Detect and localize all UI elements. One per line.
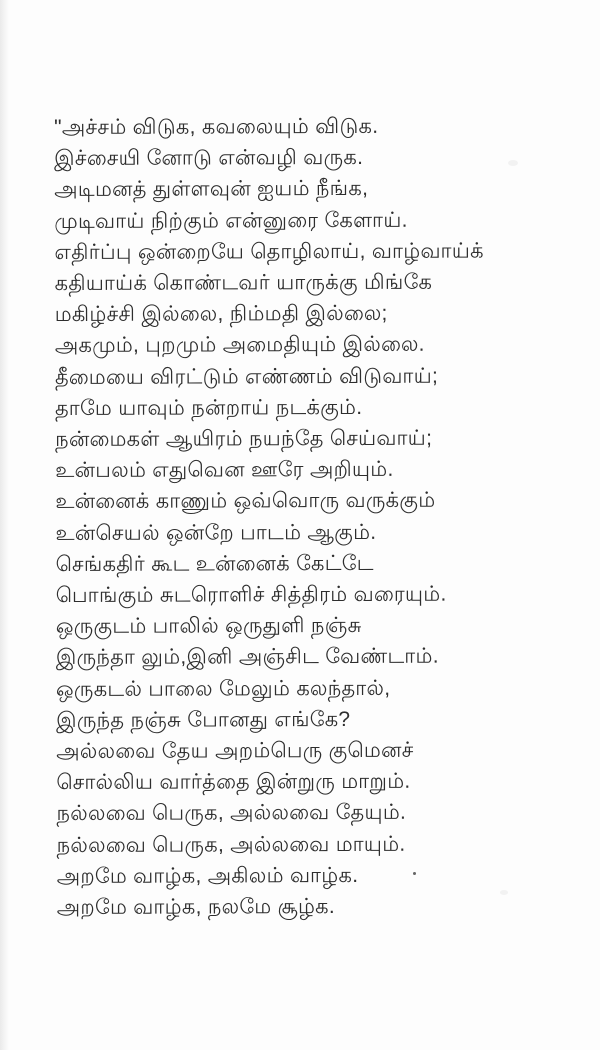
poem-line: தீமையை விரட்டும் எண்ணம் விடுவாய்; [54,364,439,389]
page-edge-shadow [0,0,9,1050]
poem-line: ஒருகடல் பாலை மேலும் கலந்தால், [55,676,391,701]
poem-line: நல்லவை பெருக, அல்லவை மாயும். [56,832,406,857]
poem-line: கதியாய்க் கொண்டவர் யாருக்கு மிங்கே [54,270,433,296]
poem-line: "அச்சம் விடுக, கவலையும் விடுக. [54,114,379,139]
poem-line: அடிமனத் துள்ளவுன் ஐயம் நீங்க, [54,177,369,202]
poem-line: உன்செயல் ஒன்றே பாடம் ஆகும். [55,520,377,545]
poem-text-block [54,110,573,923]
poem-line: மகிழ்ச்சி இல்லை, நிம்மதி இல்லை; [54,302,388,327]
poem-line: அகமும், புறமும் அமைதியும் இல்லை. [54,333,425,358]
poem-line: எதிர்ப்பு ஒன்றையே தொழிலாய், வாழ்வாய்க் [54,239,484,264]
poem-line: இச்சையி னோடு என்வழி வருக. [54,146,364,171]
poem-line: உன்னைக் காணும் ஒவ்வொரு வருக்கும் [55,489,436,514]
poem-line: முடிவாய் நிற்கும் என்னுரை கேளாய். [54,208,408,233]
poem-line: பொங்கும் சுடரொளிச் சித்திரம் வரையும். [55,582,447,608]
poem-line: அறமே வாழ்க, நலமே சூழ்க. [56,895,336,920]
scan-artifact-dot [413,872,416,875]
poem-line: செங்கதிர் கூட உன்னைக் கேட்டே [55,551,374,576]
poem-line: நல்லவை பெருக, அல்லவை தேயும். [56,801,407,826]
poem-line: ஒருகுடம் பாலில் ஒருதுளி நஞ்சு [55,614,362,639]
poem-line: அறமே வாழ்க, அகிலம் வாழ்க. [56,863,359,888]
poem-line: இருந்த நஞ்சு போனது எங்கே? [56,707,351,732]
poem-line: உன்பலம் எதுவென ஊரே அறியும். [55,458,394,483]
poem-line: இருந்தா லும்,இனி அஞ்சிட வேண்டாம். [55,645,439,670]
poem-line: சொல்லிய வார்த்தை இன்றுரு மாறும். [56,770,411,795]
poem-line: தாமே யாவும் நன்றாய் நடக்கும். [54,395,363,420]
poem-line: நன்மைகள் ஆயிரம் நயந்தே செய்வாய்; [55,426,433,452]
poem-line: அல்லவை தேய அறம்பெரு குமெனச் [56,738,414,764]
